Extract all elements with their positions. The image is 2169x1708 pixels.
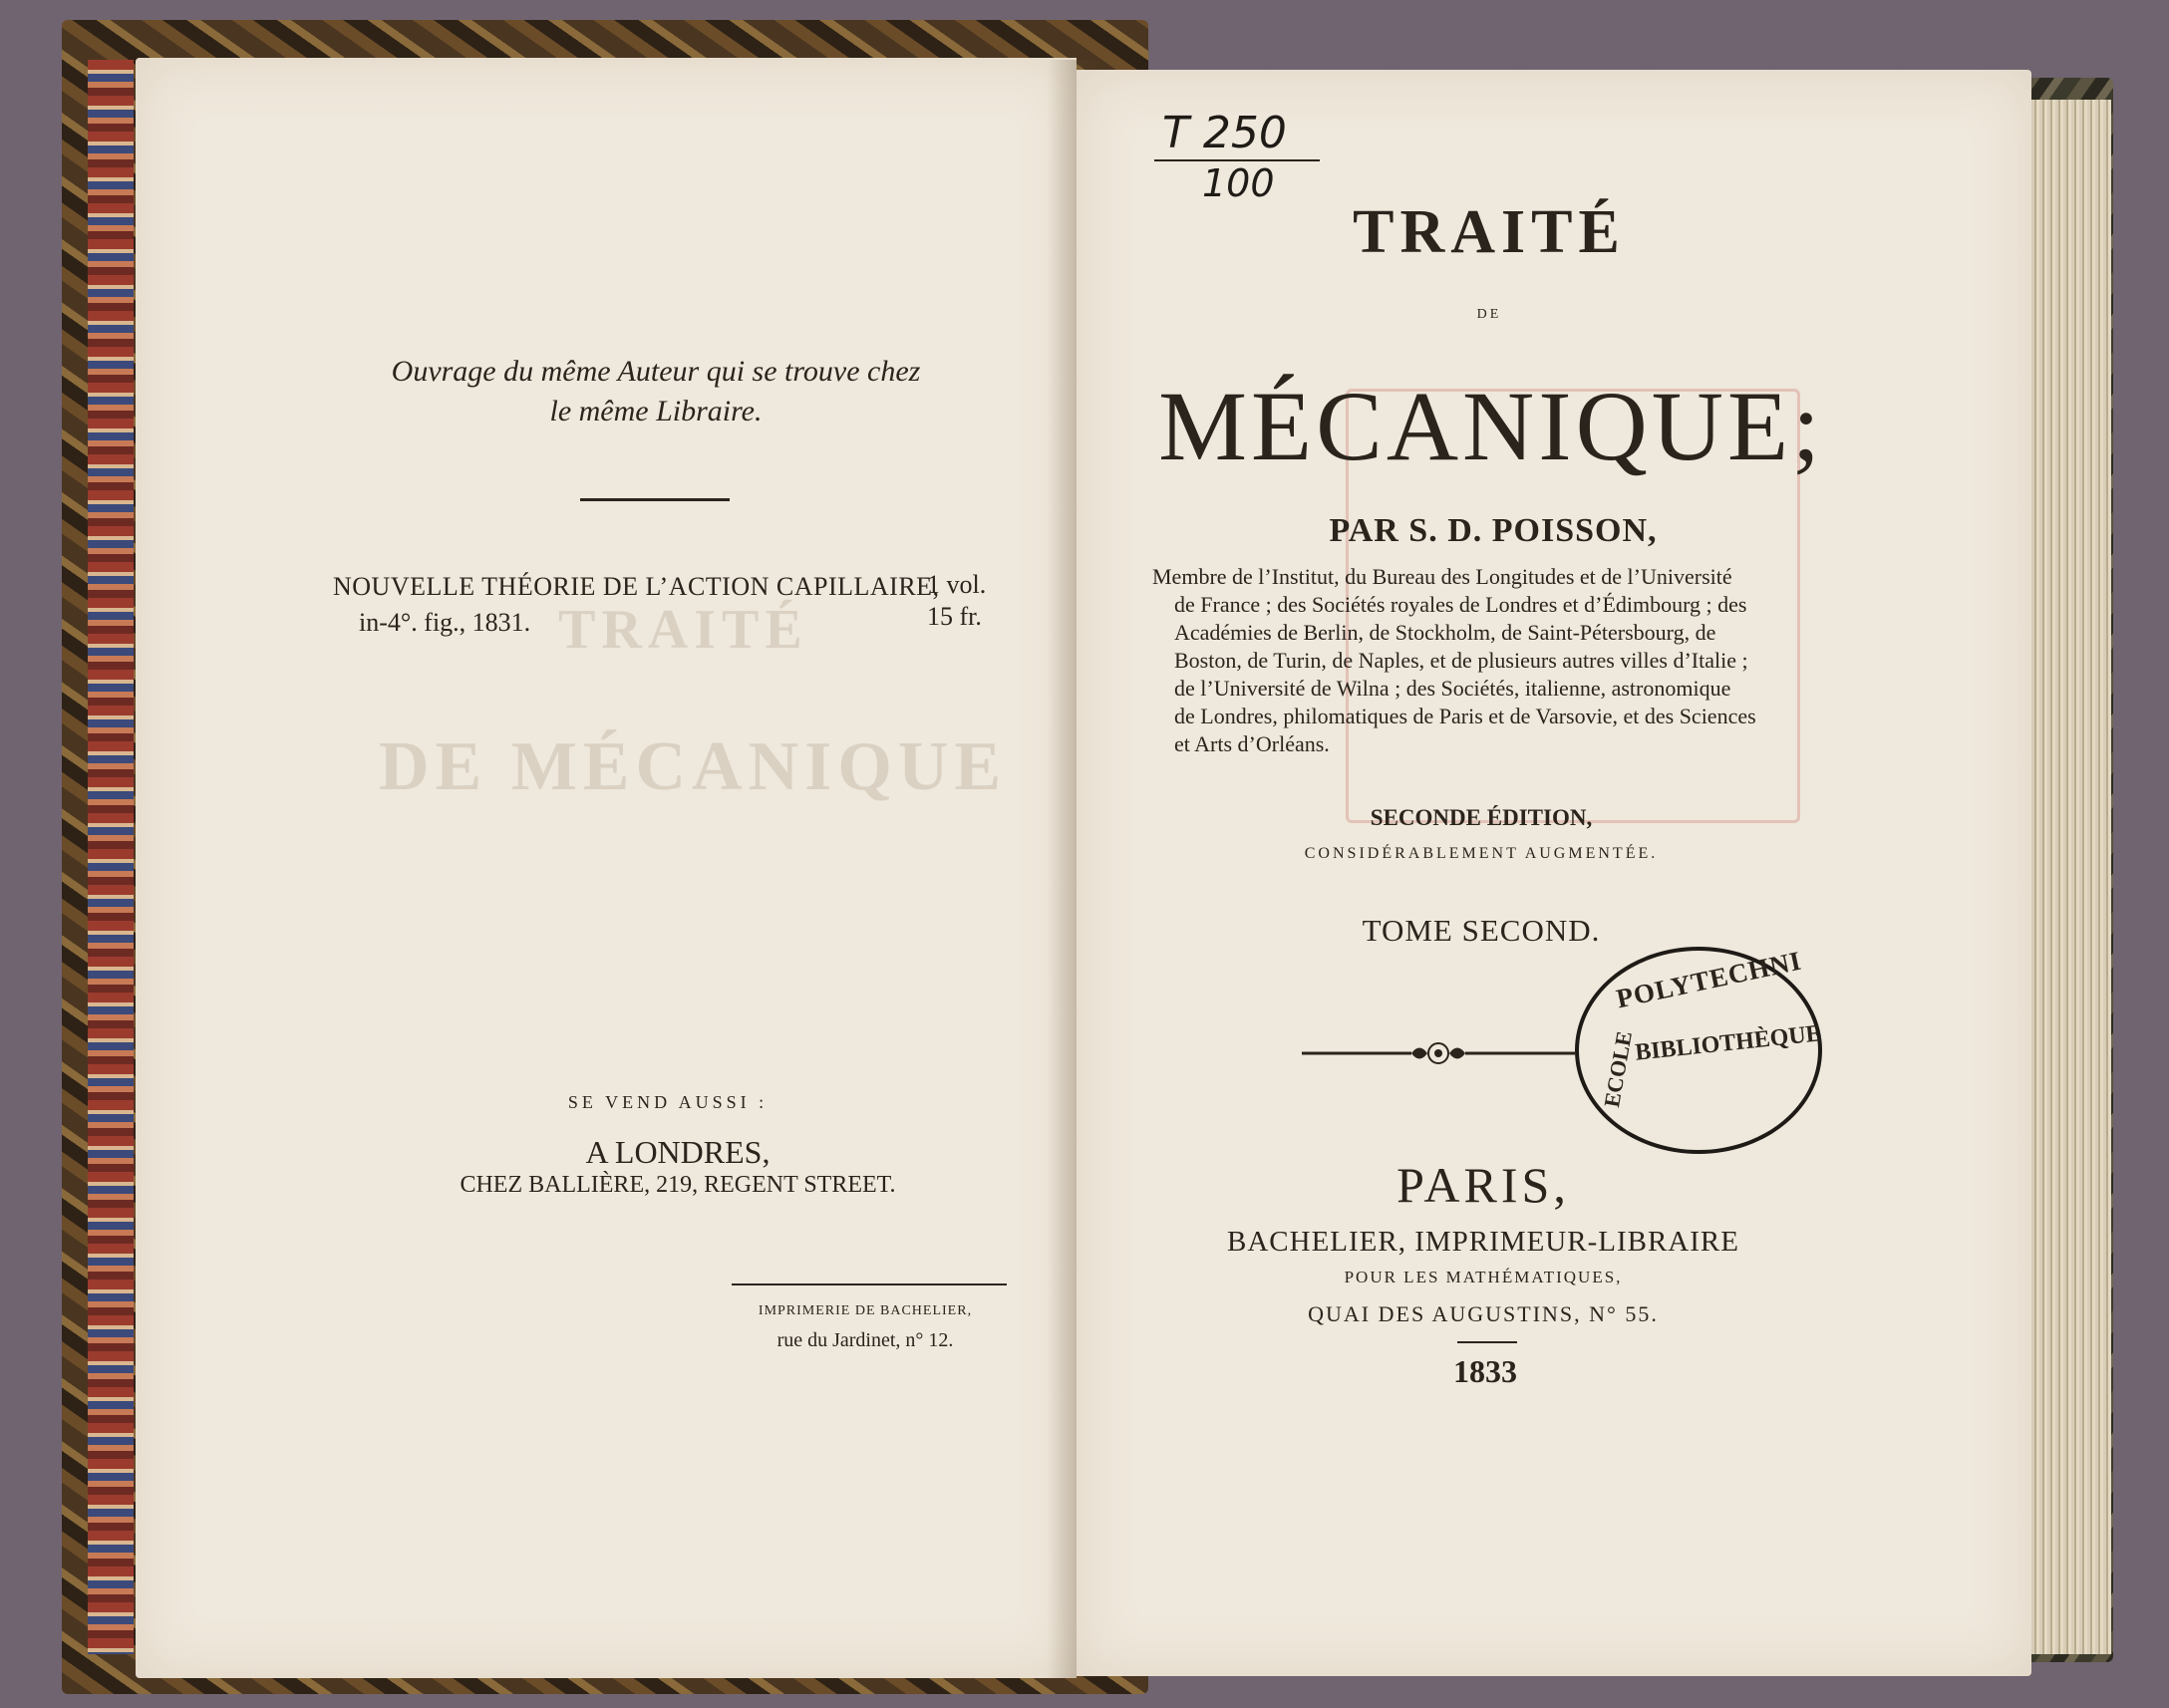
title-mecanique: MÉCANIQUE; bbox=[1158, 371, 1824, 481]
printer-address: rue du Jardinet, n° 12. bbox=[776, 1329, 954, 1351]
edition-note: CONSIDÉRABLEMENT AUGMENTÉE. bbox=[1304, 845, 1659, 862]
london-address: CHEZ BALLIÈRE, 219, REGENT STREET. bbox=[460, 1172, 896, 1198]
ornamental-divider bbox=[1302, 1040, 1575, 1066]
publisher: BACHELIER, IMPRIMEUR-LIBRAIRE bbox=[1227, 1226, 1739, 1258]
year-rule bbox=[1457, 1341, 1517, 1343]
work-title: NOUVELLE THÉORIE DE L’ACTION CAPILLAIRE, bbox=[333, 572, 940, 601]
sold-also: SE VEND AUSSI : bbox=[567, 1092, 769, 1112]
intro-line-2: le même Libraire. bbox=[549, 395, 763, 427]
stamp-text-top: POLYTECHNI bbox=[1613, 945, 1804, 1014]
bleed-through-text: DE MÉCANIQUE bbox=[379, 728, 1008, 805]
edition: SECONDE ÉDITION, bbox=[1370, 805, 1593, 830]
year: 1833 bbox=[1453, 1353, 1517, 1389]
title-de: DE bbox=[1476, 307, 1502, 322]
author: PAR S. D. POISSON, bbox=[1329, 512, 1658, 549]
divider-rule bbox=[580, 498, 730, 501]
affiliation-line: de Londres, philomatiques de Paris et de Varsovie, et des Sciences bbox=[1174, 704, 1756, 728]
affiliation-line: de l’Université de Wilna ; des Sociétés, italienne, astronomique bbox=[1174, 676, 1731, 701]
printer-rule bbox=[732, 1283, 1007, 1285]
work-format: in-4°. fig., 1831. bbox=[359, 608, 531, 637]
london-heading: A LONDRES, bbox=[585, 1134, 771, 1170]
page-edges bbox=[2023, 100, 2111, 1654]
printer-name: IMPRIMERIE DE BACHELIER, bbox=[758, 1303, 973, 1318]
address: QUAI DES AUGUSTINS, N° 55. bbox=[1308, 1301, 1659, 1326]
city: PARIS, bbox=[1396, 1157, 1570, 1213]
affiliation-line: Membre de l’Institut, du Bureau des Longitudes et de l’Université bbox=[1152, 564, 1732, 589]
right-page bbox=[1077, 70, 2031, 1676]
bleed-through-text: TRAITÉ bbox=[558, 599, 808, 661]
affiliation-line: de France ; des Sociétés royales de Londres et d’Édimbourg ; des bbox=[1174, 592, 1747, 617]
affiliation-line: Académies de Berlin, de Stockholm, de Saint-Pétersbourg, de bbox=[1174, 620, 1716, 645]
title-traite: TRAITÉ bbox=[1353, 198, 1626, 266]
stamp-text-middle: BIBLIOTHÈQUE bbox=[1634, 1020, 1823, 1066]
marbled-endpaper bbox=[88, 60, 134, 1654]
affiliation-line: Boston, de Turin, de Naples, et de plusieurs autres villes d’Italie ; bbox=[1174, 648, 1748, 673]
shelfmark-bottom: 100 bbox=[1202, 161, 1275, 205]
tome: TOME SECOND. bbox=[1362, 913, 1601, 948]
affiliation-line: et Arts d’Orléans. bbox=[1174, 731, 1330, 756]
left-page bbox=[136, 58, 1077, 1678]
shelfmark-top: T 250 bbox=[1162, 108, 1287, 158]
work-volume: 1 vol. bbox=[927, 570, 987, 599]
work-price: 15 fr. bbox=[927, 602, 982, 631]
stamp-text-side: ECOLE bbox=[1599, 1028, 1638, 1110]
intro-line-1: Ouvrage du même Auteur qui se trouve chez bbox=[391, 355, 921, 388]
publisher-note: POUR LES MATHÉMATIQUES, bbox=[1344, 1268, 1623, 1286]
